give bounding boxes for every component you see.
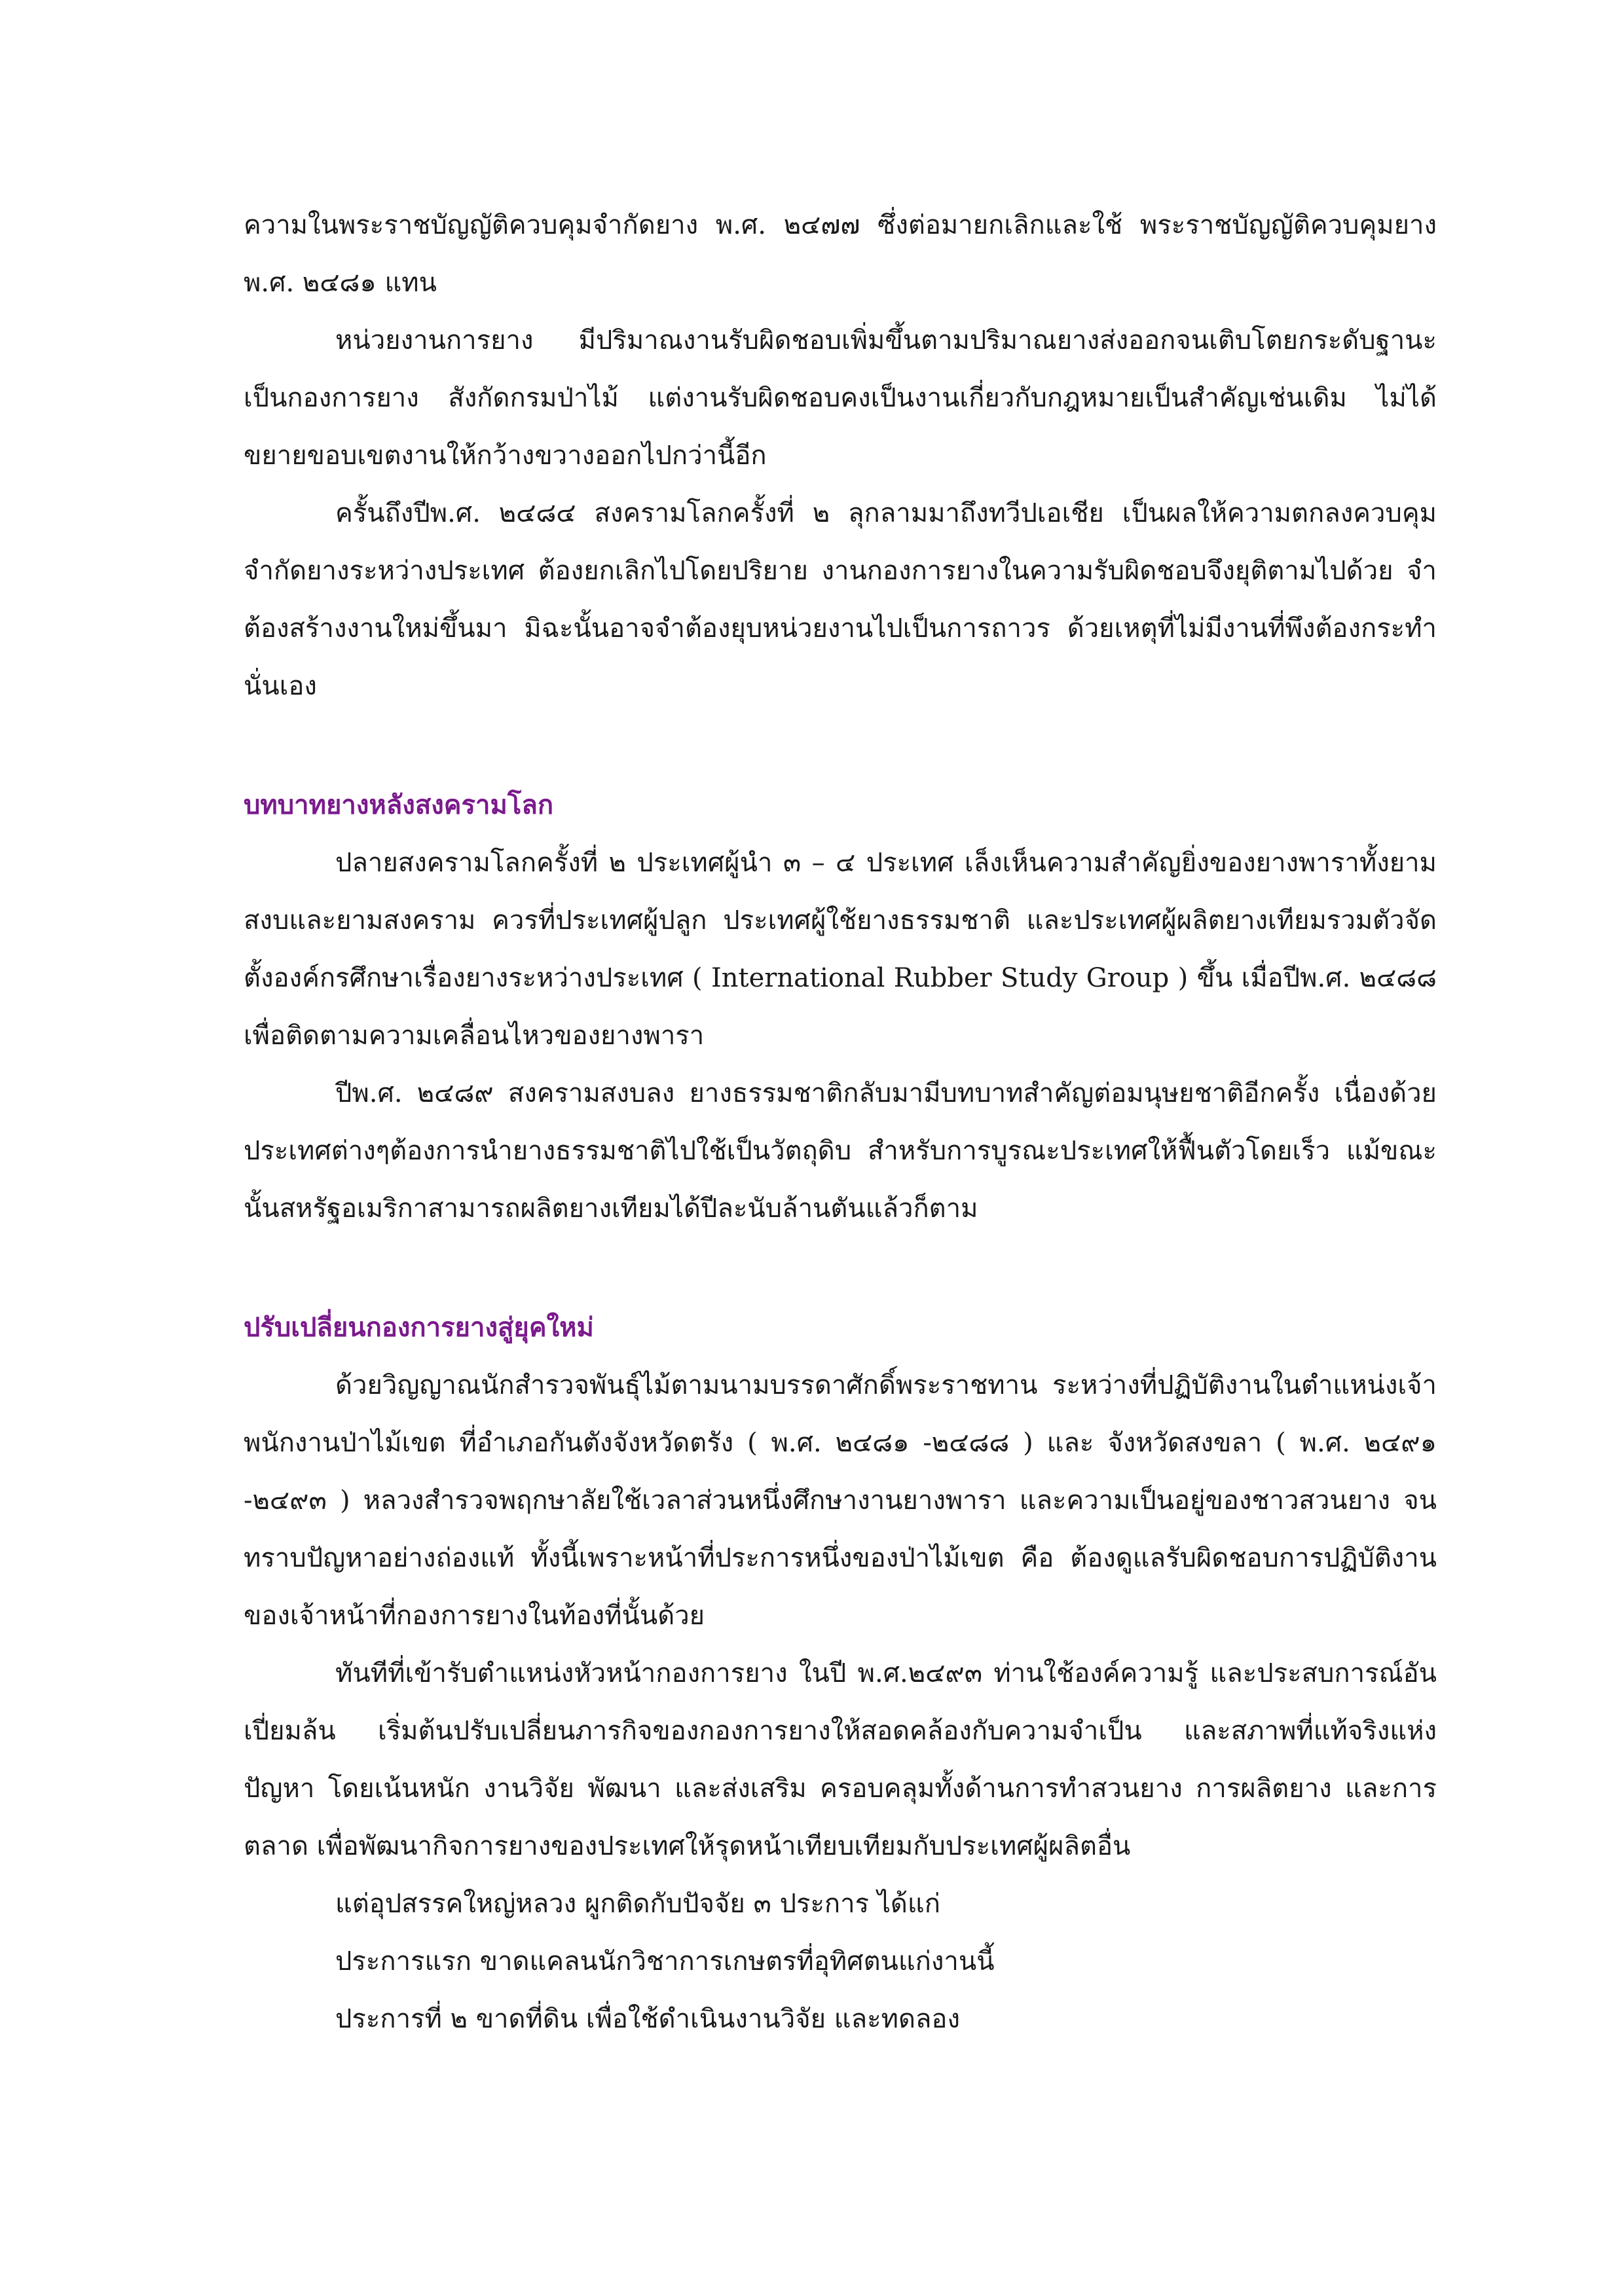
paragraph-world-war-two: ครั้นถึงปีพ.ศ. ๒๔๘๔ สงครามโลกครั้งที่ ๒ ลุกลามมาถึงทวีปเอเชีย เป็นผลให้ความตกลงควบคุมจำกัดยางระหว่างประเทศ ต้องยกเลิกไปโดยปริยาย งานกองการยางในความรับผิดชอบจึงยุติตามไปด้วย จำต้องสร้างงานใหม่ขึ้นมา มิฉะนั้นอาจจำต้องยุบหน่วยงานไปเป็นการถาวร ด้วยเหตุที่ไม่มีงานที่พึงต้องกระทำนั่นเอง: [244, 498, 1437, 701]
section-title-postwar-rubber: บทบาทยางหลังสงครามโลก: [244, 790, 554, 820]
paragraph-postwar-demand: ปีพ.ศ. ๒๔๘๙ สงครามสงบลง ยางธรรมชาติกลับมามีบทบาทสำคัญต่อมนุษยชาติอีกครั้ง เนื่องด้วยประเทศต่างๆต้องการนำยางธรรมชาติไปใช้เป็นวัตถุดิบ สำหรับการบูรณะประเทศให้ฟื้นตัวโดยเร็ว แม้ขณะนั้นสหรัฐอเมริกาสามารถผลิตยางเทียมได้ปีละนับล้านตันแล้วก็ตาม: [244, 1078, 1437, 1224]
paragraph-forestry-officer: ด้วยวิญญาณนักสำรวจพันธุ์ไม้ตามนามบรรดาศักดิ์พระราชทาน ระหว่างที่ปฏิบัติงานในตำแหน่งเจ้าพนักงานป่าไม้เขต ที่อำเภอกันตังจังหวัดตรัง ( พ.ศ. ๒๔๘๑ -๒๔๘๘ ) และ จังหวัดสงขลา ( พ.ศ. ๒๔๙๑ -๒๔๙๓ ) หลวงสำรวจพฤกษาลัยใช้เวลาส่วนหนึ่งศึกษางานยางพารา และความเป็นอยู่ของชาวสวนยาง จนทราบปัญหาอย่างถ่องแท้ ทั้งนี้เพราะหน้าที่ประการหนึ่งของป่าไม้เขต คือ ต้องดูแลรับผิดชอบการปฏิบัติงานของเจ้าหน้าที่กองการยางในท้องที่นั้นด้วย: [244, 1370, 1437, 1631]
paragraph-obstacles-intro: แต่อุปสรรคใหญ่หลวง ผูกติดกับปัจจัย ๓ ประการ ได้แก่: [335, 1889, 940, 1919]
paragraph-obstacle-one: ประการแรก ขาดแคลนนักวิชาการเกษตรที่อุทิศตนแก่งานนี้: [335, 1946, 995, 1977]
section-title-reform: ปรับเปลี่ยนกองการยางสู่ยุคใหม่: [244, 1312, 594, 1343]
paragraph-rubber-control-act: ความในพระราชบัญญัติควบคุมจำกัดยาง พ.ศ. ๒๔๗๗ ซึ่งต่อมายกเลิกและใช้ พระราชบัญญัติควบคุมยาง พ.ศ. ๒๔๘๑ แทน: [244, 210, 1437, 298]
document-page: [244, 196, 1437, 2048]
paragraph-new-mission: ทันทีที่เข้ารับตำแหน่งหัวหน้ากองการยาง ในปี พ.ศ.๒๔๙๓ ท่านใช้องค์ความรู้ และประสบการณ์อันเปี่ยมล้น เริ่มต้นปรับเปลี่ยนภารกิจของกองการยางให้สอดคล้องกับความจำเป็น และสภาพที่แท้จริงแห่งปัญหา โดยเน้นหนัก งานวิจัย พัฒนา และส่งเสริม ครอบคลุมทั้งด้านการทำสวนยาง การผลิตยาง และการตลาด เพื่อพัฒนากิจการยางของประเทศให้รุดหน้าเทียบเทียมกับประเทศผู้ผลิตอื่น: [244, 1658, 1437, 1861]
paragraph-obstacle-two: ประการที่ ๒ ขาดที่ดิน เพื่อใช้ดำเนินงานวิจัย และทดลอง: [335, 2004, 960, 2034]
paragraph-rubber-division: หน่วยงานการยาง มีปริมาณงานรับผิดชอบเพิ่มขึ้นตามปริมาณยางส่งออกจนเติบโตยกระดับฐานะเป็นกองการยาง สังกัดกรมป่าไม้ แต่งานรับผิดชอบคงเป็นงานเกี่ยวกับกฎหมายเป็นสำคัญเช่นเดิม ไม่ได้ขยายขอบเขตงานให้กว้างขวางออกไปกว่านี้อีก: [244, 325, 1437, 471]
paragraph-rubber-study-group: ปลายสงครามโลกครั้งที่ ๒ ประเทศผู้นำ ๓ – ๔ ประเทศ เล็งเห็นความสำคัญยิ่งของยางพาราทั้งยามสงบและยามสงคราม ควรที่ประเทศผู้ปลูก ประเทศผู้ใช้ยางธรรมชาติ และประเทศผู้ผลิตยางเทียมรวมตัวจัดตั้งองค์กรศึกษาเรื่องยางระหว่างประเทศ ( International Rubber Study Group ) ขึ้น เมื่อปีพ.ศ. ๒๔๘๘ เพื่อติดตามความเคลื่อนไหวของยางพารา: [244, 848, 1437, 1051]
